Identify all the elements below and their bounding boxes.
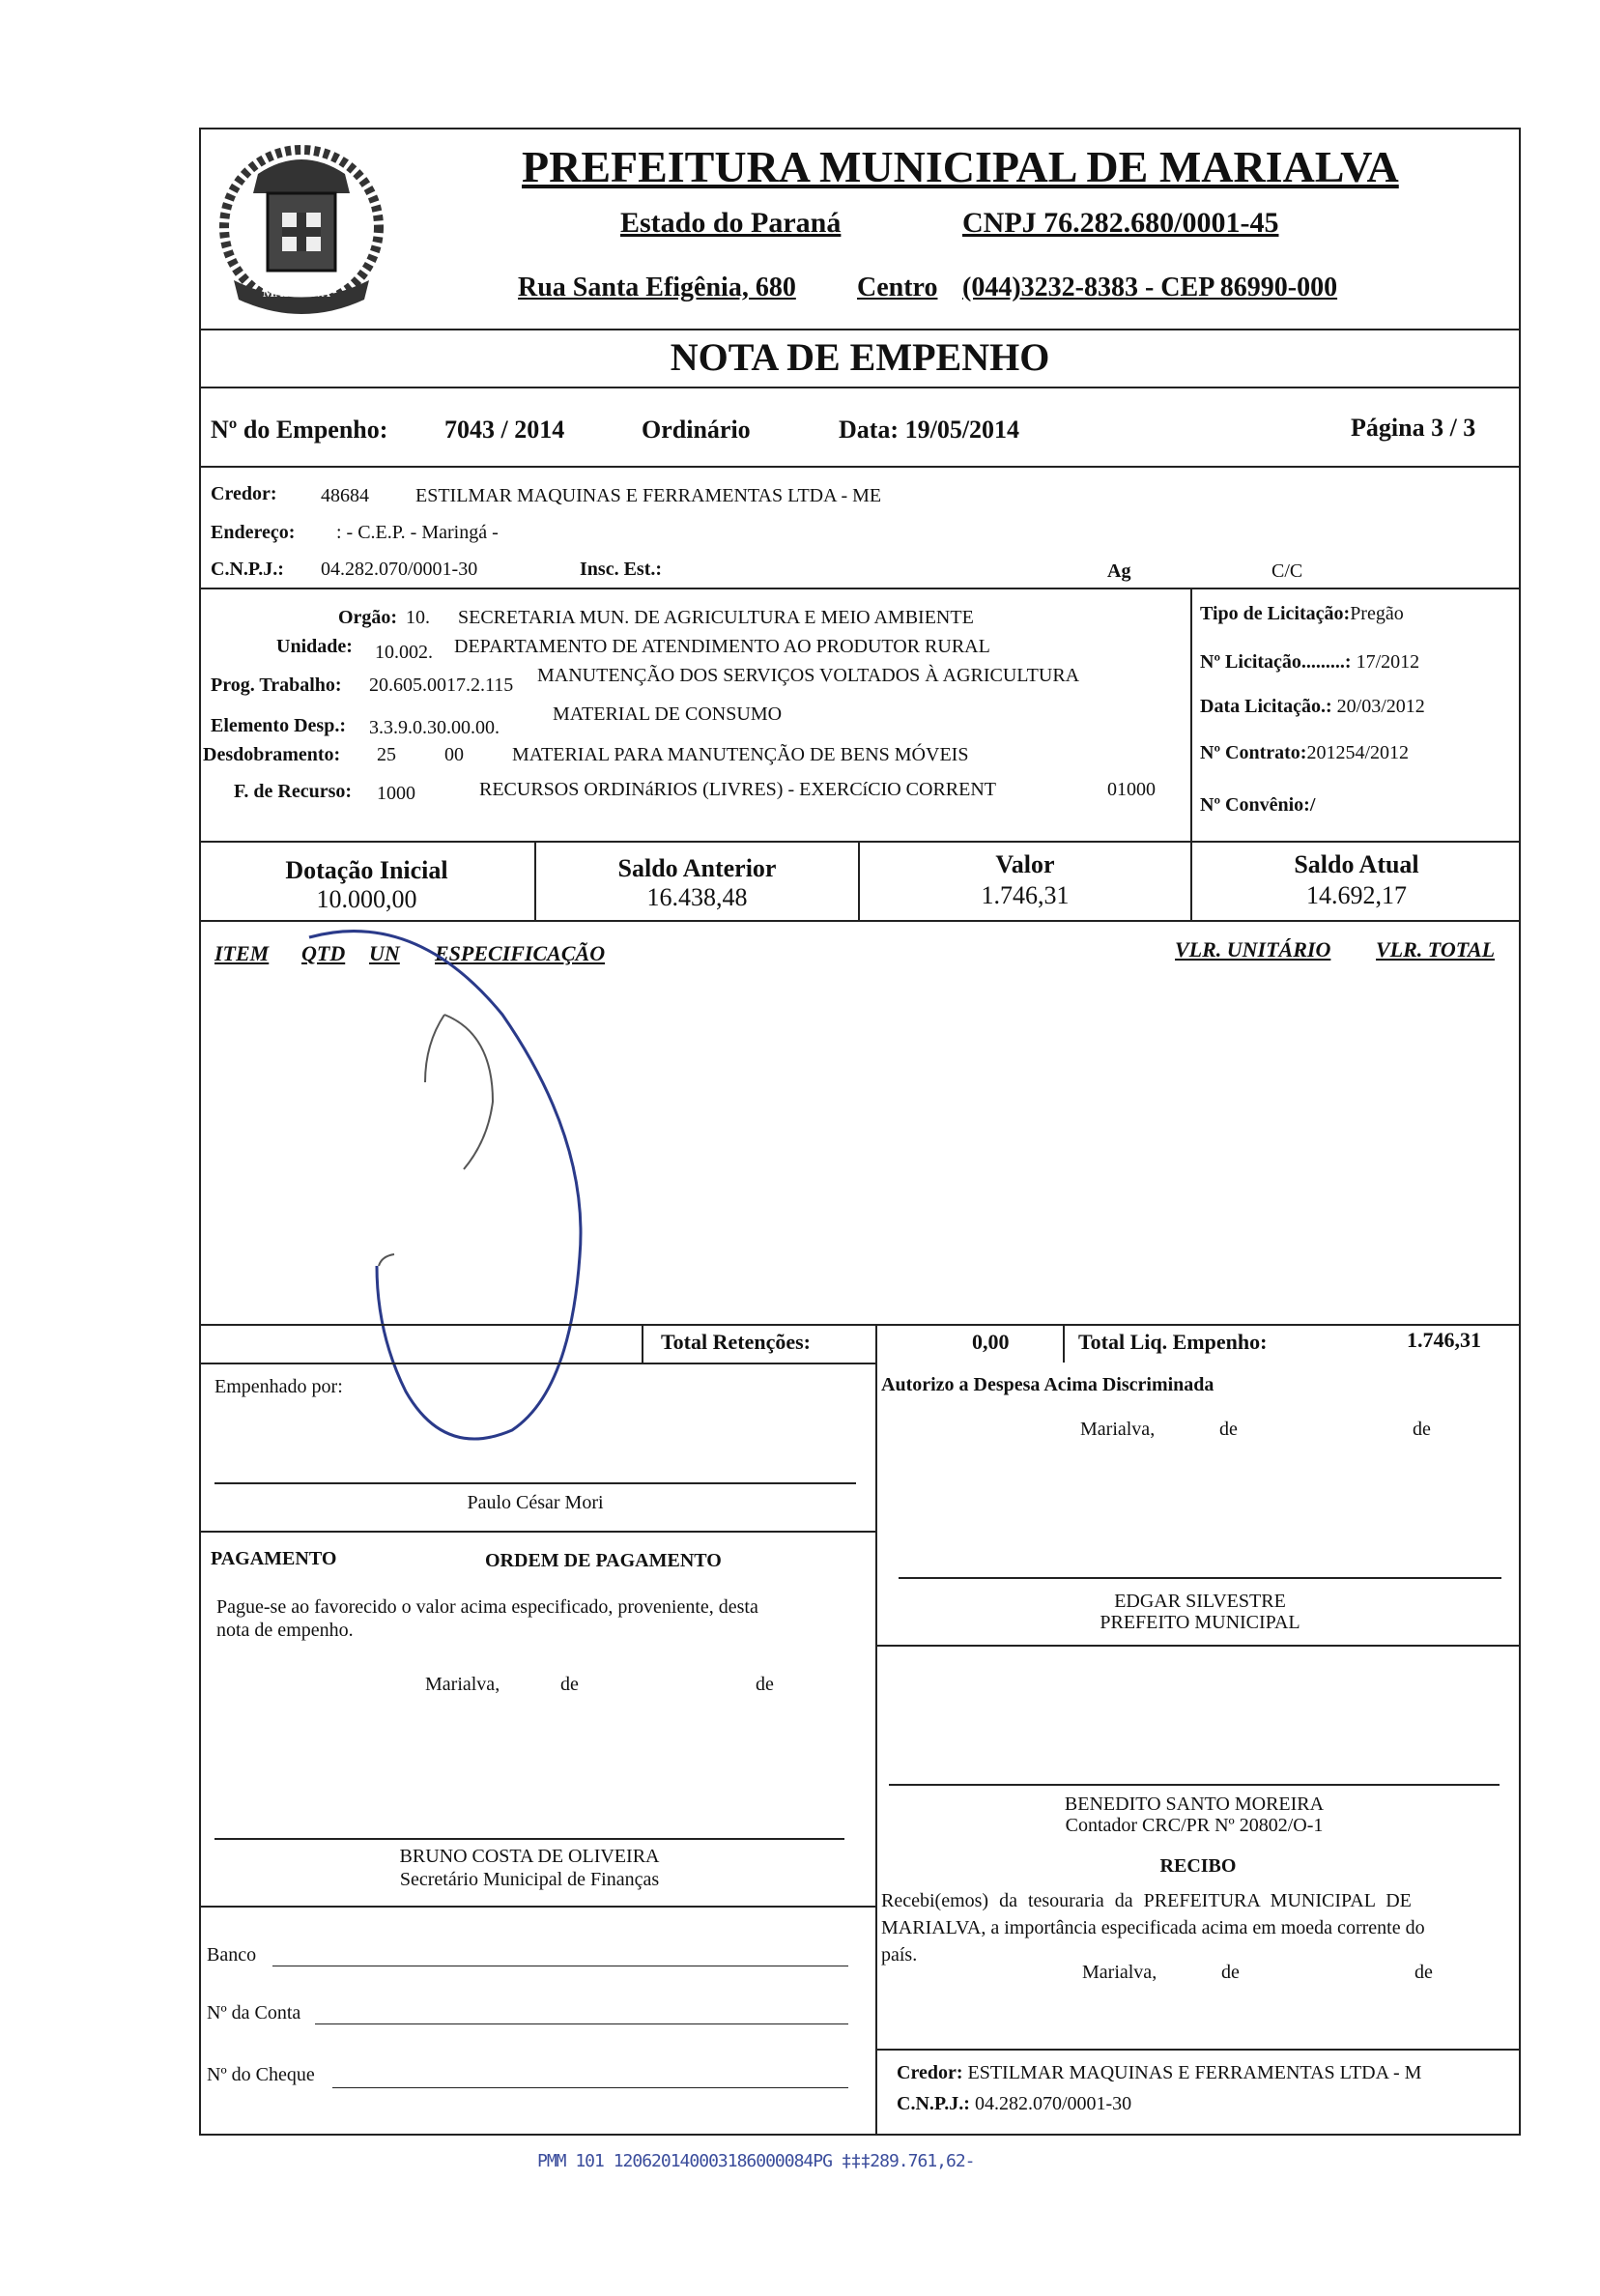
credor-name: ESTILMAR MAQUINAS E FERRAMENTAS LTDA - ME [415,485,882,506]
cheque-line [332,2087,848,2088]
pagamento-label: PAGAMENTO [211,1548,337,1569]
licitacao-date [1200,696,1425,718]
elemento-name: MATERIAL DE CONSUMO [553,703,783,725]
recibo-text-2: MARIALVA, a importância especificada acima em moeda corrente do [881,1917,1425,1938]
saldo-anterior-value: 16.438,48 [646,883,748,911]
contrato [1200,742,1409,764]
conta-line [315,2023,848,2024]
col-especificacao: ESPECIFICAÇÃO [435,941,606,965]
credor-cnpj: 04.282.070/0001-30 [321,559,478,580]
licitacao-type-label: Tipo de Licitação: [1200,603,1351,624]
secretario-name: BRUNO COSTA DE OLIVEIRA [399,1846,660,1867]
recurso-number: 01000 [1107,779,1156,800]
crest-ribbon-text: MARIALVA [263,285,331,300]
total-liq-label: Total Liq. Empenho: [1078,1330,1268,1354]
ag-label: Ag [1107,560,1131,582]
desdobramento-code-1: 25 [377,744,396,765]
unidade-name: DEPARTAMENTO DE ATENDIMENTO AO PRODUTOR RURAL [454,636,990,657]
recibo-de-2: de [1414,1962,1433,1983]
elemento-code: 3.3.9.0.30.00.00. [369,717,500,738]
prog-name: MANUTENÇÃO DOS SERVIÇOS VOLTADOS À AGRICULTURA [537,665,1080,686]
credor-code: 48684 [321,485,369,506]
total-retencoes-value: 0,00 [972,1330,1010,1354]
autorizo-label: Autorizo a Despesa Acima Discriminada [881,1374,1214,1395]
municipality-district: Centro [857,273,938,302]
prog-code: 20.605.0017.2.115 [369,674,514,696]
recurso-label: F. de Recurso: [234,781,353,802]
credor-label: Credor: [211,483,277,504]
contrato-label: Nº Contrato: [1200,742,1307,763]
saldo-atual-value: 14.692,17 [1306,881,1407,909]
ordem-pagamento-label: ORDEM DE PAGAMENTO [485,1550,722,1571]
dotacao-label: Dotação Inicial [285,856,448,884]
total-liq-value: 1.746,31 [1407,1328,1481,1352]
page-number: Página 3 / 3 [1351,414,1476,442]
recurso-name: RECURSOS ORDINáRIOS (LIVRES) - EXERCíCIO CORRENT [479,779,997,800]
empenho-number: 7043 / 2014 [444,416,565,444]
licitacao-type-value: Pregão [1350,603,1404,624]
recibo-credor-label: Credor: [897,2062,963,2083]
autorizo-de-1: de [1219,1419,1238,1440]
footer-code: PMM 101 120620140003186000084PG ‡‡‡289.761,62- [537,2151,975,2171]
licitacao-date-value: 20/03/2012 [1336,696,1425,717]
pagamento-place: Marialva, [425,1674,500,1695]
credor-cnpj-label: C.N.P.J.: [211,559,284,580]
convenio-label: Nº Convênio:/ [1200,794,1316,816]
pagamento-text-2: nota de empenho. [216,1620,354,1641]
col-item: ITEM [214,941,270,965]
pagamento-de-2: de [756,1674,774,1695]
municipality-phone-cep: (044)3232-8383 - CEP 86990-000 [962,273,1338,302]
prefeito-name: EDGAR SILVESTRE [1114,1591,1286,1612]
orgao-code: 10. [406,607,430,628]
empenhado-label: Empenhado por: [214,1376,343,1397]
col-vlr-unitario: VLR. UNITÁRIO [1175,937,1331,961]
recibo-place: Marialva, [1082,1962,1157,1983]
saldo-anterior-label: Saldo Anterior [617,854,777,882]
conta-label: Nº da Conta [207,2002,301,2023]
unidade-label: Unidade: [276,636,353,657]
valor-value: 1.746,31 [981,881,1070,909]
empenho-label: Nº do Empenho: [211,416,388,444]
saldo-atual-label: Saldo Atual [1294,850,1419,878]
contrato-value: 201254/2012 [1306,742,1410,763]
valor-label: Valor [995,850,1055,878]
autorizo-de-2: de [1413,1419,1431,1440]
licitacao-number-label: Nº Licitação.........: [1200,651,1352,673]
recurso-code: 1000 [377,783,415,804]
recibo-de-1: de [1221,1962,1240,1983]
desdobramento-label: Desdobramento: [203,744,341,765]
state-name: Estado do Paraná [620,207,842,239]
elemento-label: Elemento Desp.: [211,715,346,736]
total-retencoes-label: Total Retenções: [661,1330,811,1354]
desdobramento-name: MATERIAL PARA MANUTENÇÃO DE BENS MÓVEIS [512,744,969,765]
pagamento-de-1: de [560,1674,579,1695]
cc-label: C/C [1271,560,1303,582]
contador-role: Contador CRC/PR Nº 20802/O-1 [1065,1815,1324,1836]
recibo-cnpj-label: C.N.P.J.: [897,2093,970,2114]
recibo-cnpj-value: 04.282.070/0001-30 [974,2093,1132,2114]
licitacao-number [1200,651,1419,674]
col-vlr-total: VLR. TOTAL [1376,937,1496,961]
municipality-cnpj: CNPJ 76.282.680/0001-45 [962,207,1279,239]
orgao-name: SECRETARIA MUN. DE AGRICULTURA E MEIO AMBIENTE [458,607,974,628]
recibo-text-3: país. [881,1944,918,1966]
col-un: UN [369,941,400,965]
licitacao-type [1200,603,1404,625]
endereco-value: : - C.E.P. - Maringá - [336,522,499,543]
secretario-role: Secretário Municipal de Finanças [399,1869,660,1890]
contador-name: BENEDITO SANTO MOREIRA [1064,1794,1325,1815]
municipality-title: PREFEITURA MUNICIPAL DE MARIALVA [522,142,1399,191]
document-title: NOTA DE EMPENHO [670,335,1050,379]
recibo-text-1: Recebi(emos) da tesouraria da PREFEITURA MUNICIPAL DE [881,1890,1412,1911]
prefeito-role: PREFEITO MUNICIPAL [1100,1612,1300,1633]
licitacao-date-label: Data Licitação.: [1200,696,1332,717]
endereco-label: Endereço: [211,522,296,543]
municipality-address: Rua Santa Efigênia, 680 [518,273,796,302]
orgao-label: Orgão: [338,607,398,628]
empenho-type: Ordinário [642,416,751,444]
recibo-cnpj [897,2093,1131,2115]
col-qtd: QTD [301,941,346,965]
licitacao-number-value: 17/2012 [1356,651,1420,673]
banco-label: Banco [207,1944,257,1966]
recibo-credor [897,2062,1421,2084]
insc-est-label: Insc. Est.: [580,559,663,580]
empenhado-signer: Paulo César Mori [467,1492,604,1513]
prog-label: Prog. Trabalho: [211,674,342,696]
dotacao-value: 10.000,00 [316,885,417,913]
empenho-date: Data: 19/05/2014 [839,416,1020,444]
pagamento-text-1: Pague-se ao favorecido o valor acima especificado, proveniente, desta [216,1596,758,1618]
autorizo-place: Marialva, [1080,1419,1156,1440]
recibo-credor-value: ESTILMAR MAQUINAS E FERRAMENTAS LTDA - M [967,2062,1422,2083]
cheque-label: Nº do Cheque [207,2064,315,2085]
recibo-title: RECIBO [1159,1855,1237,1877]
unidade-code: 10.002. [375,642,433,663]
desdobramento-code-2: 00 [444,744,464,765]
crest-logo [205,135,398,329]
